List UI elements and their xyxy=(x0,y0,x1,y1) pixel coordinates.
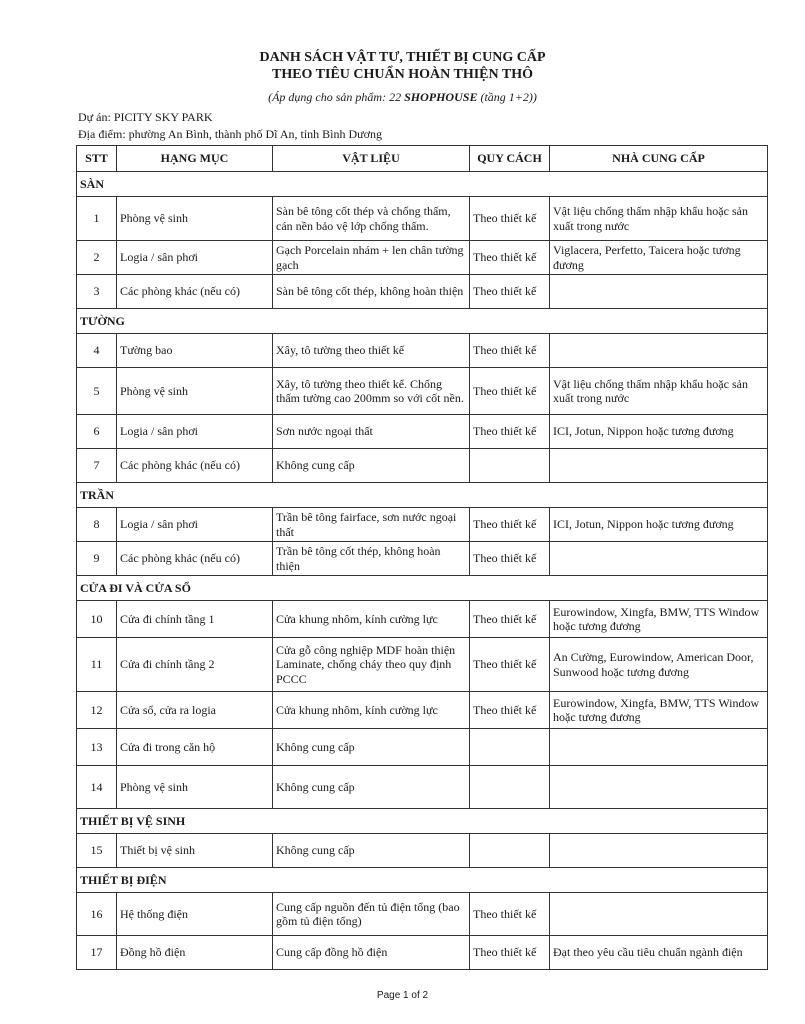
material-cell: Sơn nước ngoại thất xyxy=(273,415,470,449)
spec-cell: Theo thiết kế xyxy=(470,638,550,692)
spec-cell xyxy=(470,729,550,766)
spec-cell: Theo thiết kế xyxy=(470,368,550,415)
item-cell: Các phòng khác (nếu có) xyxy=(117,275,273,309)
material-cell: Xây, tô tường theo thiết kế. Chống thấm tường cao 200mm so với cốt nền. xyxy=(273,368,470,415)
table-row xyxy=(77,334,768,368)
table-row xyxy=(77,601,768,638)
subtitle-prefix: (Áp dụng cho sản phẩm: 22 xyxy=(268,90,405,104)
spec-cell: Theo thiết kế xyxy=(470,601,550,638)
material-cell: Cung cấp nguồn đến tủ điện tổng (bao gồm tủ điện tổng) xyxy=(273,893,470,936)
item-cell: Các phòng khác (nếu có) xyxy=(117,542,273,576)
stt-cell: 8 xyxy=(77,508,117,542)
supplier-cell: ICI, Jotun, Nippon hoặc tương đương xyxy=(550,508,768,542)
supplier-cell: Eurowindow, Xingfa, BMW, TTS Window hoặc tương đương xyxy=(550,601,768,638)
section-row xyxy=(77,483,768,508)
table-row xyxy=(77,638,768,692)
spec-cell xyxy=(470,449,550,483)
stt-cell: 7 xyxy=(77,449,117,483)
table-row xyxy=(77,508,768,542)
subtitle-suffix: (tầng 1+2)) xyxy=(477,90,537,104)
stt-cell: 5 xyxy=(77,368,117,415)
table-row xyxy=(77,936,768,970)
item-cell: Cửa sổ, cửa ra logia xyxy=(117,692,273,729)
table-row xyxy=(77,368,768,415)
item-cell: Các phòng khác (nếu có) xyxy=(117,449,273,483)
table-row xyxy=(77,449,768,483)
stt-cell: 13 xyxy=(77,729,117,766)
item-cell: Phòng vệ sinh xyxy=(117,197,273,241)
supplier-cell xyxy=(550,766,768,809)
item-cell: Cửa đi trong căn hộ xyxy=(117,729,273,766)
section-title: THIẾT BỊ ĐIỆN xyxy=(77,868,768,893)
item-cell: Phòng vệ sinh xyxy=(117,766,273,809)
spec-cell xyxy=(470,766,550,809)
section-title: TRẦN xyxy=(77,483,768,508)
table-row xyxy=(77,729,768,766)
material-cell: Gạch Porcelain nhám + len chân tường gạch xyxy=(273,241,470,275)
item-cell: Cửa đi chính tầng 2 xyxy=(117,638,273,692)
supplier-cell: Vật liệu chống thấm nhập khẩu hoặc sản xuất trong nước xyxy=(550,368,768,415)
item-cell: Logia / sân phơi xyxy=(117,241,273,275)
supplier-cell: Đạt theo yêu cầu tiêu chuẩn ngành điện xyxy=(550,936,768,970)
supplier-cell xyxy=(550,275,768,309)
stt-cell: 17 xyxy=(77,936,117,970)
supplier-cell xyxy=(550,449,768,483)
table-body xyxy=(77,172,768,970)
item-cell: Cửa đi chính tầng 1 xyxy=(117,601,273,638)
supplier-cell xyxy=(550,334,768,368)
stt-cell: 14 xyxy=(77,766,117,809)
spec-cell: Theo thiết kế xyxy=(470,542,550,576)
item-cell: Logia / sân phơi xyxy=(117,415,273,449)
spec-cell: Theo thiết kế xyxy=(470,334,550,368)
table-row xyxy=(77,275,768,309)
section-title: THIẾT BỊ VỆ SINH xyxy=(77,809,768,834)
item-cell: Tường bao xyxy=(117,334,273,368)
supplier-cell xyxy=(550,893,768,936)
material-cell: Không cung cấp xyxy=(273,834,470,868)
supplier-cell xyxy=(550,834,768,868)
spec-cell: Theo thiết kế xyxy=(470,508,550,542)
table-row xyxy=(77,766,768,809)
document-subtitle xyxy=(0,90,805,105)
material-cell: Không cung cấp xyxy=(273,729,470,766)
project-location: Địa điểm: phường An Bình, thành phố Dĩ An, tỉnh Bình Dương xyxy=(78,127,383,141)
stt-cell: 11 xyxy=(77,638,117,692)
stt-cell: 4 xyxy=(77,334,117,368)
supplier-cell: Viglacera, Perfetto, Taicera hoặc tương đương xyxy=(550,241,768,275)
supplier-cell xyxy=(550,542,768,576)
stt-cell: 10 xyxy=(77,601,117,638)
document-title-line2: THEO TIÊU CHUẨN HOÀN THIỆN THÔ xyxy=(271,67,533,82)
supplier-cell: An Cường, Eurowindow, American Door, Sunwood hoặc tương đương xyxy=(550,638,768,692)
spec-cell: Theo thiết kế xyxy=(470,241,550,275)
section-row xyxy=(77,172,768,197)
document-title-line1: DANH SÁCH VẬT TƯ, THIẾT BỊ CUNG CẤP xyxy=(259,50,546,65)
material-cell: Không cung cấp xyxy=(273,449,470,483)
material-cell: Cửa gỗ công nghiệp MDF hoàn thiện Laminate, chống cháy theo quy định PCCC xyxy=(273,638,470,692)
section-title: SÀN xyxy=(77,172,768,197)
table-row xyxy=(77,893,768,936)
stt-cell: 12 xyxy=(77,692,117,729)
stt-cell: 1 xyxy=(77,197,117,241)
page-number: Page 1 of 2 xyxy=(376,990,429,1001)
supplier-cell xyxy=(550,729,768,766)
spec-cell: Theo thiết kế xyxy=(470,692,550,729)
spec-cell: Theo thiết kế xyxy=(470,275,550,309)
spec-cell: Theo thiết kế xyxy=(470,197,550,241)
material-cell: Trần bê tông cốt thép, không hoàn thiện xyxy=(273,542,470,576)
materials-table xyxy=(76,145,768,970)
material-cell: Sàn bê tông cốt thép và chống thấm, cán nền bảo vệ lớp chống thấm. xyxy=(273,197,470,241)
table-header-row xyxy=(77,146,768,172)
section-row xyxy=(77,576,768,601)
spec-cell xyxy=(470,834,550,868)
material-cell: Cửa khung nhôm, kính cường lực xyxy=(273,692,470,729)
table-row xyxy=(77,415,768,449)
table-row xyxy=(77,241,768,275)
table-row xyxy=(77,834,768,868)
table-row xyxy=(77,542,768,576)
material-cell: Trần bê tông fairface, sơn nước ngoại thất xyxy=(273,508,470,542)
spec-cell: Theo thiết kế xyxy=(470,415,550,449)
supplier-cell: ICI, Jotun, Nippon hoặc tương đương xyxy=(550,415,768,449)
stt-cell: 15 xyxy=(77,834,117,868)
item-cell: Đồng hồ điện xyxy=(117,936,273,970)
project-name: Dự án: PICITY SKY PARK xyxy=(78,110,213,124)
stt-cell: 2 xyxy=(77,241,117,275)
material-cell: Cửa khung nhôm, kính cường lực xyxy=(273,601,470,638)
stt-cell: 9 xyxy=(77,542,117,576)
stt-cell: 16 xyxy=(77,893,117,936)
stt-cell: 6 xyxy=(77,415,117,449)
supplier-cell: Eurowindow, Xingfa, BMW, TTS Window hoặc tương đương xyxy=(550,692,768,729)
table-row xyxy=(77,692,768,729)
material-cell: Sàn bê tông cốt thép, không hoàn thiện xyxy=(273,275,470,309)
header-item: HẠNG MỤC xyxy=(117,146,273,172)
header-stt: STT xyxy=(77,146,117,172)
table-row xyxy=(77,197,768,241)
spec-cell: Theo thiết kế xyxy=(470,893,550,936)
header-supplier: NHÀ CUNG CẤP xyxy=(550,146,768,172)
stt-cell: 3 xyxy=(77,275,117,309)
section-title: TƯỜNG xyxy=(77,309,768,334)
section-row xyxy=(77,309,768,334)
material-cell: Không cung cấp xyxy=(273,766,470,809)
spec-cell: Theo thiết kế xyxy=(470,936,550,970)
item-cell: Phòng vệ sinh xyxy=(117,368,273,415)
header-material: VẬT LIỆU xyxy=(273,146,470,172)
section-row xyxy=(77,868,768,893)
supplier-cell: Vật liệu chống thấm nhập khẩu hoặc sản xuất trong nước xyxy=(550,197,768,241)
item-cell: Thiết bị vệ sinh xyxy=(117,834,273,868)
material-cell: Xây, tô tường theo thiết kế xyxy=(273,334,470,368)
item-cell: Hệ thống điện xyxy=(117,893,273,936)
section-title: CỬA ĐI VÀ CỬA SỔ xyxy=(77,576,768,601)
header-spec: QUY CÁCH xyxy=(470,146,550,172)
item-cell: Logia / sân phơi xyxy=(117,508,273,542)
section-row xyxy=(77,809,768,834)
material-cell: Cung cấp đồng hồ điện xyxy=(273,936,470,970)
subtitle-product: SHOPHOUSE xyxy=(404,90,478,104)
